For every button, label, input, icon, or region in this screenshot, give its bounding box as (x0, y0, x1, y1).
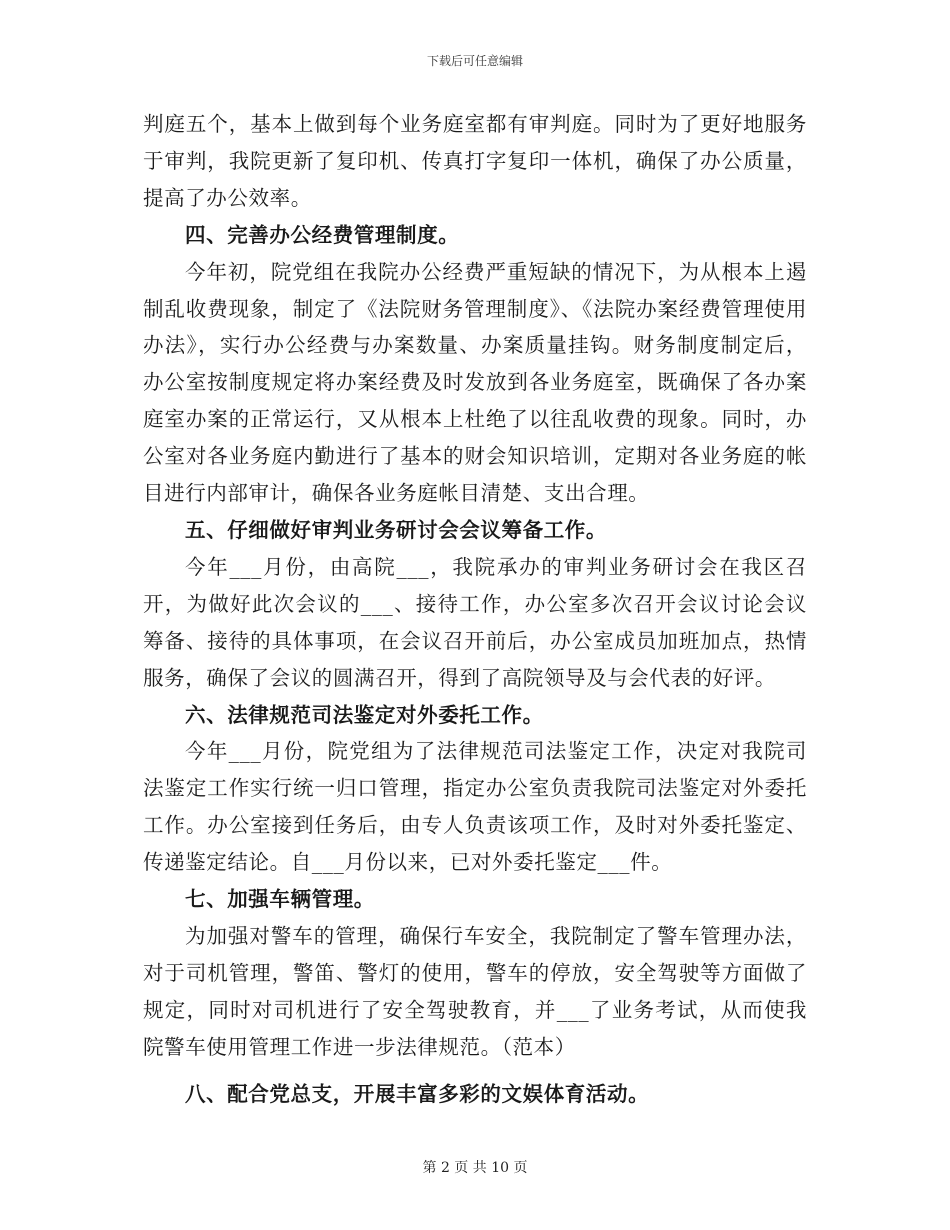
document-body (143, 106, 807, 1112)
paragraph-office-funds: 今年初，院党组在我院办公经费严重短缺的情况下，为从根本上遏制乱收费现象，制定了《法院财务管理制度》、《法院办案经费管理使用办法》，实行办公经费与办案数量、办案质量挂钩。财务制度制定后，办公室按制度规定将办案经费及时发放到各业务庭室，既确保了各办案庭室办案的正常运行，又从根本上杜绝了以往乱收费的现象。同时，办公室对各业务庭内勤进行了基本的财会知识培训，定期对各业务庭的帐目进行内部审计，确保各业务庭帐目清楚、支出合理。 (143, 259, 807, 506)
section-heading-6: 六、法律规范司法鉴定对外委托工作。 (185, 702, 544, 727)
paragraph-vehicle-management: 为加强对警车的管理，确保行车安全，我院制定了警车管理办法，对于司机管理，警笛、警灯的使用，警车的停放，安全驾驶等方面做了规定，同时对司机进行了安全驾驶教育，并___了业务考试，从而使我院警车使用管理工作进一步法律规范。（范本） (143, 923, 807, 1059)
paragraph-continued: 判庭五个，基本上做到每个业务庭室都有审判庭。同时为了更好地服务于审判，我院更新了复印机、传真打字复印一体机，确保了办公质量，提高了办公效率。 (143, 112, 807, 210)
section-heading-5: 五、仔细做好审判业务研讨会会议筹备工作。 (185, 517, 607, 542)
paragraph-judicial-appraisal: 今年___月份，院党组为了法律规范司法鉴定工作，决定对我院司法鉴定工作实行统一归口管理，指定办公室负责我院司法鉴定对外委托工作。办公室接到任务后，由专人负责该项工作，及时对外委托鉴定、传递鉴定结论。自___月份以来，已对外委托鉴定___件。 (143, 739, 807, 875)
section-heading-4: 四、完善办公经费管理制度。 (185, 222, 460, 247)
page-footer: 第 2 页 共 10 页 (422, 1160, 528, 1176)
paragraph-seminar: 今年___月份，由高院___，我院承办的审判业务研讨会在我区召开，为做好此次会议的___、接待工作，办公室多次召开会议讨论会议筹备、接待的具体事项，在会议召开前后，办公室成员加班加点，热情服务，确保了会议的圆满召开，得到了高院领导及与会代表的好评。 (143, 554, 807, 690)
section-heading-8: 八、配合党总支，开展丰富多彩的文娱体育活动。 (185, 1081, 650, 1106)
section-heading-7: 七、加强车辆管理。 (185, 887, 375, 912)
page-header: 下载后可任意编辑 (426, 54, 523, 68)
